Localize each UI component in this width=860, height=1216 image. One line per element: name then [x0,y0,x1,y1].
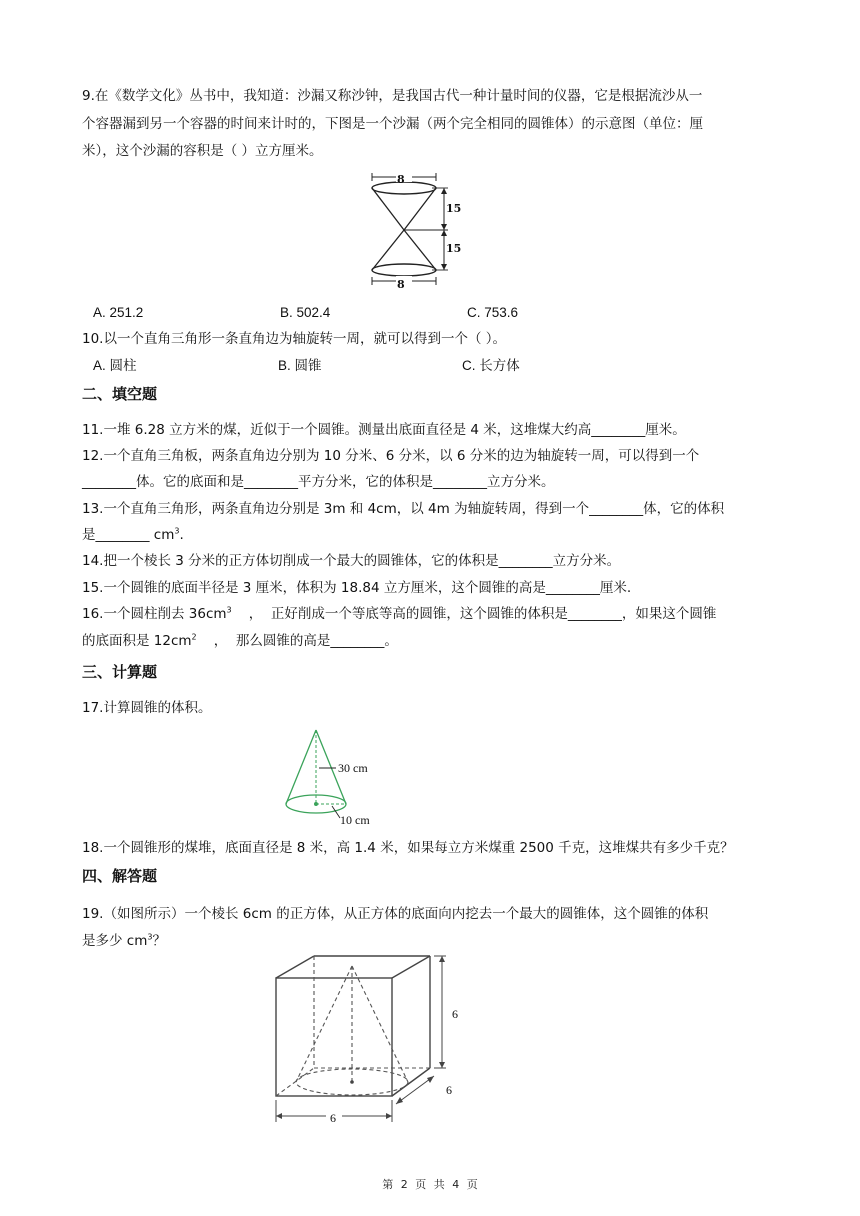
footer-page-number: 2 [400,1178,408,1191]
q9-option-b[interactable]: B. 502.4 [280,305,331,320]
q19-line-2-b: ？ [152,933,166,949]
q12-line-1: 12.一个直角三角板，两条直角边分别为 10 分米、6 分米，以 6 分米的边为轴旋转一周，可以得到一个 [82,448,700,464]
page-footer [0,1176,860,1192]
footer-text-ye-2: 页 [466,1178,478,1191]
cone-figure [282,724,392,828]
q13-superscript: 3 [174,526,180,536]
cone-radius-label: 10 cm [340,813,370,827]
q19-line-2-a: 是多少 cm [82,933,148,949]
hourglass-bottom-diameter: 8 [397,278,405,291]
q16-line-2 [82,631,398,651]
q18-text: 18.一个圆锥形的煤堆，底面直径是 8 米，高 1.4 米，如果每立方米煤重 2500 千克，这堆煤共有多少千克？ [82,840,734,856]
cube-width-label: 6 [330,1111,336,1125]
footer-text-ye: 页 [415,1178,427,1191]
q12-line-2: ________体。它的底面和是________平方分米，它的体积是________立方分米。 [82,474,555,490]
footer-total-pages: 4 [452,1178,460,1191]
q16-superscript-2: 2 [191,632,197,642]
q10-option-c[interactable]: C. 长方体 [462,358,520,373]
q9-option-c[interactable]: C. 753.6 [467,305,519,320]
q16-superscript-1: 3 [226,605,232,615]
q9-line-2: 个容器漏到另一个容器的时间来计时的，下图是一个沙漏（两个完全相同的圆锥体）的示意图（单位：厘 [82,116,703,132]
q14-text: 14.把一个棱长 3 分米的正方体切削成一个最大的圆锥体，它的体积是________立方分米。 [82,553,621,569]
q13-line-2-end: . [179,527,184,543]
q9-line-1: 9.在《数学文化》丛书中，我知道：沙漏又称沙钟，是我国古代一种计量时间的仪器，它是根据流沙从一 [82,88,703,104]
q16-line-1-b: ， 正好削成一个等底等高的圆锥，这个圆锥的体积是________，如果这个圆锥 [231,606,717,622]
footer-text-di: 第 [382,1178,394,1191]
q19-superscript: 3 [147,932,153,942]
q16-line-1 [82,604,716,624]
q9-option-a[interactable]: A. 251.2 [93,305,144,320]
section-heading-calculation: 三、计算题 [82,663,158,681]
cube-height-label: 6 [452,1007,458,1021]
q16-line-2-b: ， 那么圆锥的高是________。 [196,633,398,649]
q16-line-1-a: 16.一个圆柱削去 36cm [82,606,227,622]
q16-line-2-a: 的底面积是 12cm [82,633,192,649]
q19-line-1: 19.（如图所示）一个棱长 6cm 的正方体，从正方体的底面向内挖去一个最大的圆锥体，这个圆锥的体积 [82,906,709,922]
section-heading-solve: 四、解答题 [82,867,158,885]
q10-line-1: 10.以一个直角三角形一条直角边为轴旋转一周，就可以得到一个（ ）。 [82,331,507,347]
cone-height-label: 30 cm [338,761,368,775]
q13-line-2 [82,525,184,545]
hourglass-figure [352,170,472,290]
footer-text-gong: 共 [433,1178,445,1191]
q19-line-2 [82,931,166,951]
q11-text: 11.一堆 6.28 立方米的煤，近似于一个圆锥。测量出底面直径是 4 米，这堆煤大约高________厘米。 [82,422,686,438]
q13-line-2-text: 是________ cm [82,527,175,543]
hourglass-upper-height: 15 [446,202,462,215]
cube-cone-figure [268,950,468,1130]
section-heading-fill-in: 二、填空题 [82,385,158,403]
hourglass-top-diameter: 8 [397,173,405,186]
q13-line-1: 13.一个直角三角形，两条直角边分别是 3m 和 4cm，以 4m 为轴旋转周，得到一个________体，它的体积 [82,501,725,517]
q10-option-a[interactable]: A. 圆柱 [93,358,137,373]
cube-depth-label: 6 [446,1083,452,1097]
q15-text: 15.一个圆锥的底面半径是 3 厘米，体积为 18.84 立方厘米，这个圆锥的高是________厘米. [82,580,632,596]
hourglass-lower-height: 15 [446,242,462,255]
q9-line-3: 米），这个沙漏的容积是（ ）立方厘米。 [82,143,323,159]
q17-text: 17.计算圆锥的体积。 [82,700,212,716]
q10-option-b[interactable]: B. 圆锥 [278,358,322,373]
